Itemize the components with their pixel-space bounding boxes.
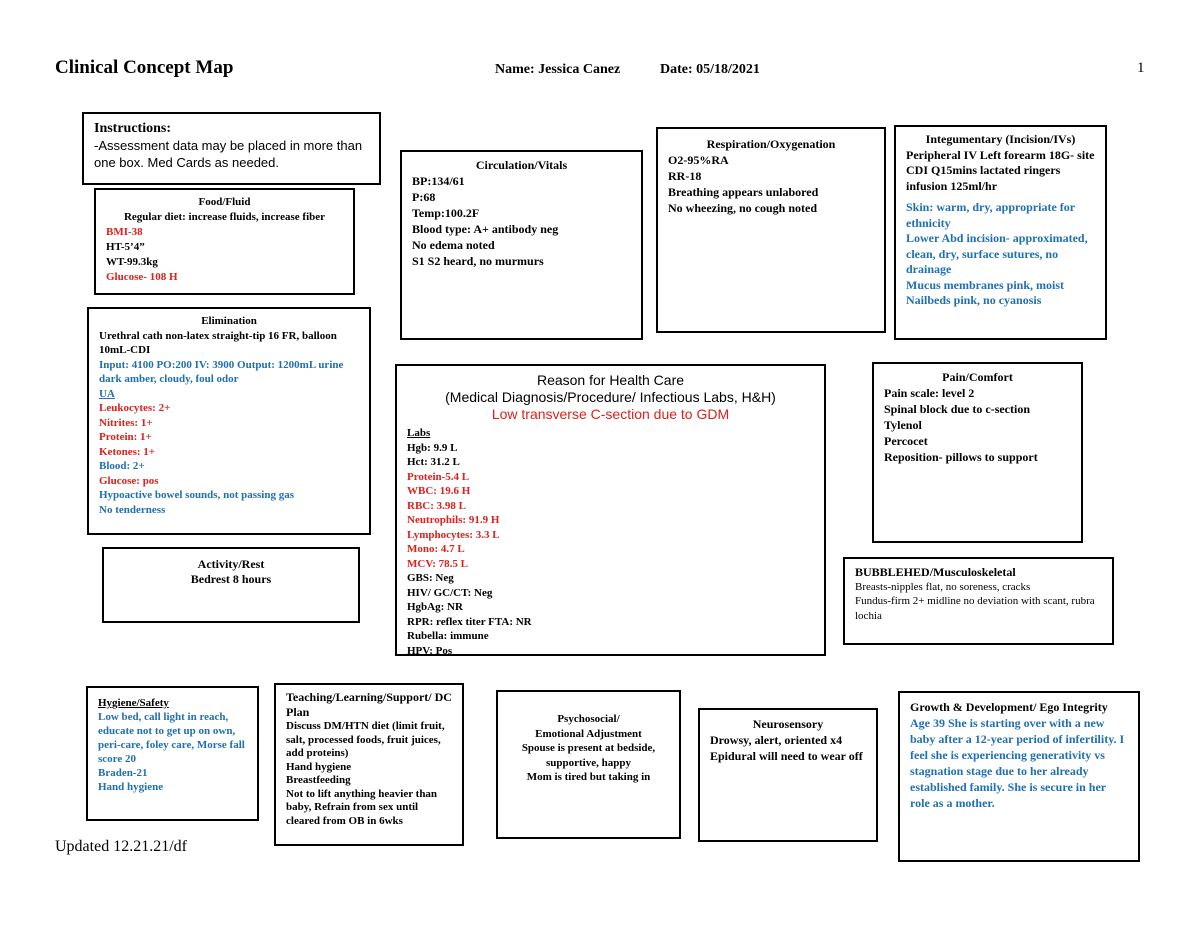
food-fluid-box	[94, 188, 355, 295]
lab-hgb: Hgb: 9.9 L	[407, 441, 458, 454]
integumentary-title: Integumentary (Incision/IVs)	[925, 132, 1076, 146]
pain-title: Pain/Comfort	[942, 370, 1013, 384]
io-line: Input: 4100 PO:200 IV: 3900 Output: 1200mL urine dark amber, cloudy, foul odor	[99, 358, 344, 385]
lifting-line: Not to lift anything heavier than baby, Refrain from sex until cleared from OB in 6wks	[286, 787, 438, 827]
hand-hygiene-teaching-line: Hand hygiene	[286, 760, 352, 773]
skin-line: Skin: warm, dry, appropriate for ethnicity	[906, 200, 1075, 230]
diet-line: Regular diet: increase fluids, increase fiber	[123, 211, 326, 223]
lab-mcv: MCV: 78.5 L	[407, 557, 469, 570]
safety-line: Low bed, call light in reach, educate not to get up on own, peri-care, foley care, Morse fall score 20	[98, 711, 245, 765]
lab-hct: Hct: 31.2 L	[407, 456, 460, 468]
elimination-title: Elimination	[201, 315, 257, 327]
hand-hygiene-line: Hand hygiene	[98, 781, 164, 793]
heart-sounds-line: S1 S2 heard, no murmurs	[412, 254, 544, 268]
nailbeds-line: Nailbeds pink, no cyanosis	[906, 293, 1042, 307]
growth-box	[898, 691, 1140, 862]
iv-line: Peripheral IV Left forearm 18G- site CDI Q15mins lactated ringers infusion 125ml/hr	[906, 147, 1095, 193]
reposition-line: Reposition- pillows to support	[884, 450, 1038, 464]
lab-hiv: HIV/ GC/CT: Neg	[407, 586, 493, 599]
circulation-box	[400, 150, 643, 340]
spouse-line: Spouse is present at bedside, supportive, happy	[521, 742, 656, 769]
bowel-line: Hypoactive bowel sounds, not passing gas	[99, 489, 294, 501]
bubblehed-box	[843, 557, 1114, 645]
respiration-title: Respiration/Oxygenation	[706, 137, 836, 151]
elimination-box	[87, 307, 371, 535]
reason-box	[395, 364, 826, 656]
psychosocial-title: Psychosocial/	[557, 713, 620, 725]
growth-title: Growth & Development/ Ego Integrity	[910, 700, 1108, 714]
o2-line: O2-95%RA	[668, 153, 729, 167]
glucose-ua-line: Glucose: pos	[99, 474, 159, 487]
instructions-box	[82, 112, 381, 185]
neurosensory-title: Neurosensory	[752, 717, 824, 731]
ua-heading: UA	[99, 387, 115, 400]
diet-teaching-line: Discuss DM/HTN diet (limit fruit, salt, processed foods, fruit juices, add proteins)	[286, 720, 445, 759]
nitrites-line: Nitrites: 1+	[99, 416, 153, 429]
rr-line: RR-18	[668, 169, 702, 183]
neurosensory-box	[698, 708, 878, 842]
diagnosis: Low transverse C-section due to GDM	[491, 406, 730, 422]
cath-line: Urethral cath non-latex straight-tip 16 FR, balloon 10mL-CDI	[99, 329, 337, 356]
teaching-box	[274, 683, 464, 846]
bubblehed-title: BUBBLEHED/Musculoskeletal	[855, 565, 1016, 579]
activity-rest-box	[102, 547, 360, 623]
hygiene-title: Hygiene/Safety	[98, 697, 169, 709]
temp-line: Temp:100.2F	[412, 206, 480, 220]
pain-scale-line: Pain scale: level 2	[884, 386, 975, 400]
teaching-title: Teaching/Learning/Support/ DC Plan	[286, 690, 452, 719]
pain-box	[872, 362, 1083, 543]
weight-line: WT-99.3kg	[106, 256, 158, 268]
activity-text: Bedrest 8 hours	[190, 572, 272, 586]
epidural-line: Epidural will need to wear off	[710, 749, 863, 763]
lab-wbc: WBC: 19.6 H	[407, 485, 471, 497]
instructions-title: Instructions:	[94, 121, 172, 136]
date-field: Date: 05/18/2021	[660, 62, 760, 77]
incision-line: Lower Abd incision- approximated, clean, dry, surface sutures, no drainage	[906, 231, 1088, 276]
lab-lymphocytes: Lymphocytes: 3.3 L	[407, 528, 500, 541]
growth-text: Age 39 She is starting over with a new baby after a 12-year period of infertility. I feel she is experiencing generativity vs stagnation stage due to her already established family. She is secure in her role as a mother.	[910, 716, 1125, 810]
edema-line: No edema noted	[412, 238, 495, 252]
mom-line: Mom is tired but taking in	[526, 771, 651, 783]
bmi-line: BMI-38	[106, 226, 143, 238]
integumentary-box	[894, 125, 1107, 340]
drowsy-line: Drowsy, alert, oriented x4	[710, 733, 843, 747]
breastfeeding-line: Breastfeeding	[286, 774, 351, 786]
reason-title: Reason for Health Care	[536, 372, 685, 388]
hygiene-box	[86, 686, 259, 821]
food-fluid-title: Food/Fluid	[198, 196, 251, 208]
percocet-line: Percocet	[884, 434, 928, 448]
activity-title: Activity/Rest	[197, 557, 265, 571]
page-number: 1	[1137, 60, 1145, 76]
psychosocial-box	[496, 690, 681, 839]
instructions-text: -Assessment data may be placed in more than one box. Med Cards as needed.	[94, 138, 363, 170]
ketones-line: Ketones: 1+	[99, 445, 156, 458]
wheezing-line: No wheezing, no cough noted	[668, 201, 818, 215]
lab-rubella: Rubella: immune	[407, 630, 489, 642]
height-line: HT-5’4”	[106, 241, 145, 253]
spinal-block-line: Spinal block due to c-section	[884, 402, 1031, 416]
blood-line: Blood: 2+	[99, 460, 145, 472]
updated-note: Updated 12.21.21/df	[55, 838, 187, 855]
respiration-box	[656, 127, 886, 333]
lab-gbs: GBS: Neg	[407, 572, 454, 584]
circulation-title: Circulation/Vitals	[475, 158, 568, 172]
bp-line: BP:134/61	[412, 174, 465, 188]
glucose-line: Glucose- 108 H	[106, 271, 178, 283]
tylenol-line: Tylenol	[884, 418, 922, 432]
student-name: Name: Jessica Canez	[495, 62, 621, 77]
pulse-line: P:68	[412, 190, 436, 204]
page-title: Clinical Concept Map	[55, 57, 234, 78]
lab-protein: Protein-5.4 L	[407, 470, 470, 483]
lab-hpv: HPV: Pos	[407, 644, 453, 657]
lab-hgbag: HgbAg: NR	[407, 601, 463, 613]
blood-type-line: Blood type: A+ antibody neg	[412, 222, 559, 236]
breasts-line: Breasts-nipples flat, no soreness, cracks	[855, 580, 1031, 593]
braden-line: Braden-21	[98, 767, 148, 779]
labs-heading: Labs	[407, 427, 431, 439]
breathing-line: Breathing appears unlabored	[668, 185, 819, 199]
leukocytes-line: Leukocytes: 2+	[99, 402, 171, 414]
lab-rpr: RPR: reflex titer FTA: NR	[407, 615, 532, 628]
tenderness-line: No tenderness	[99, 503, 166, 516]
psychosocial-title-2: Emotional Adjustment	[535, 727, 642, 740]
lab-mono: Mono: 4.7 L	[407, 543, 465, 555]
lab-rbc: RBC: 3.98 L	[407, 499, 466, 512]
lab-neutrophils: Neutrophils: 91.9 H	[407, 514, 500, 526]
protein-line: Protein: 1+	[99, 431, 152, 443]
reason-subtitle: (Medical Diagnosis/Procedure/ Infectious Labs, H&H)	[445, 389, 776, 405]
mucus-line: Mucus membranes pink, moist	[906, 277, 1065, 292]
fundus-line: Fundus-firm 2+ midline no deviation with scant, rubra lochia	[855, 595, 1095, 622]
